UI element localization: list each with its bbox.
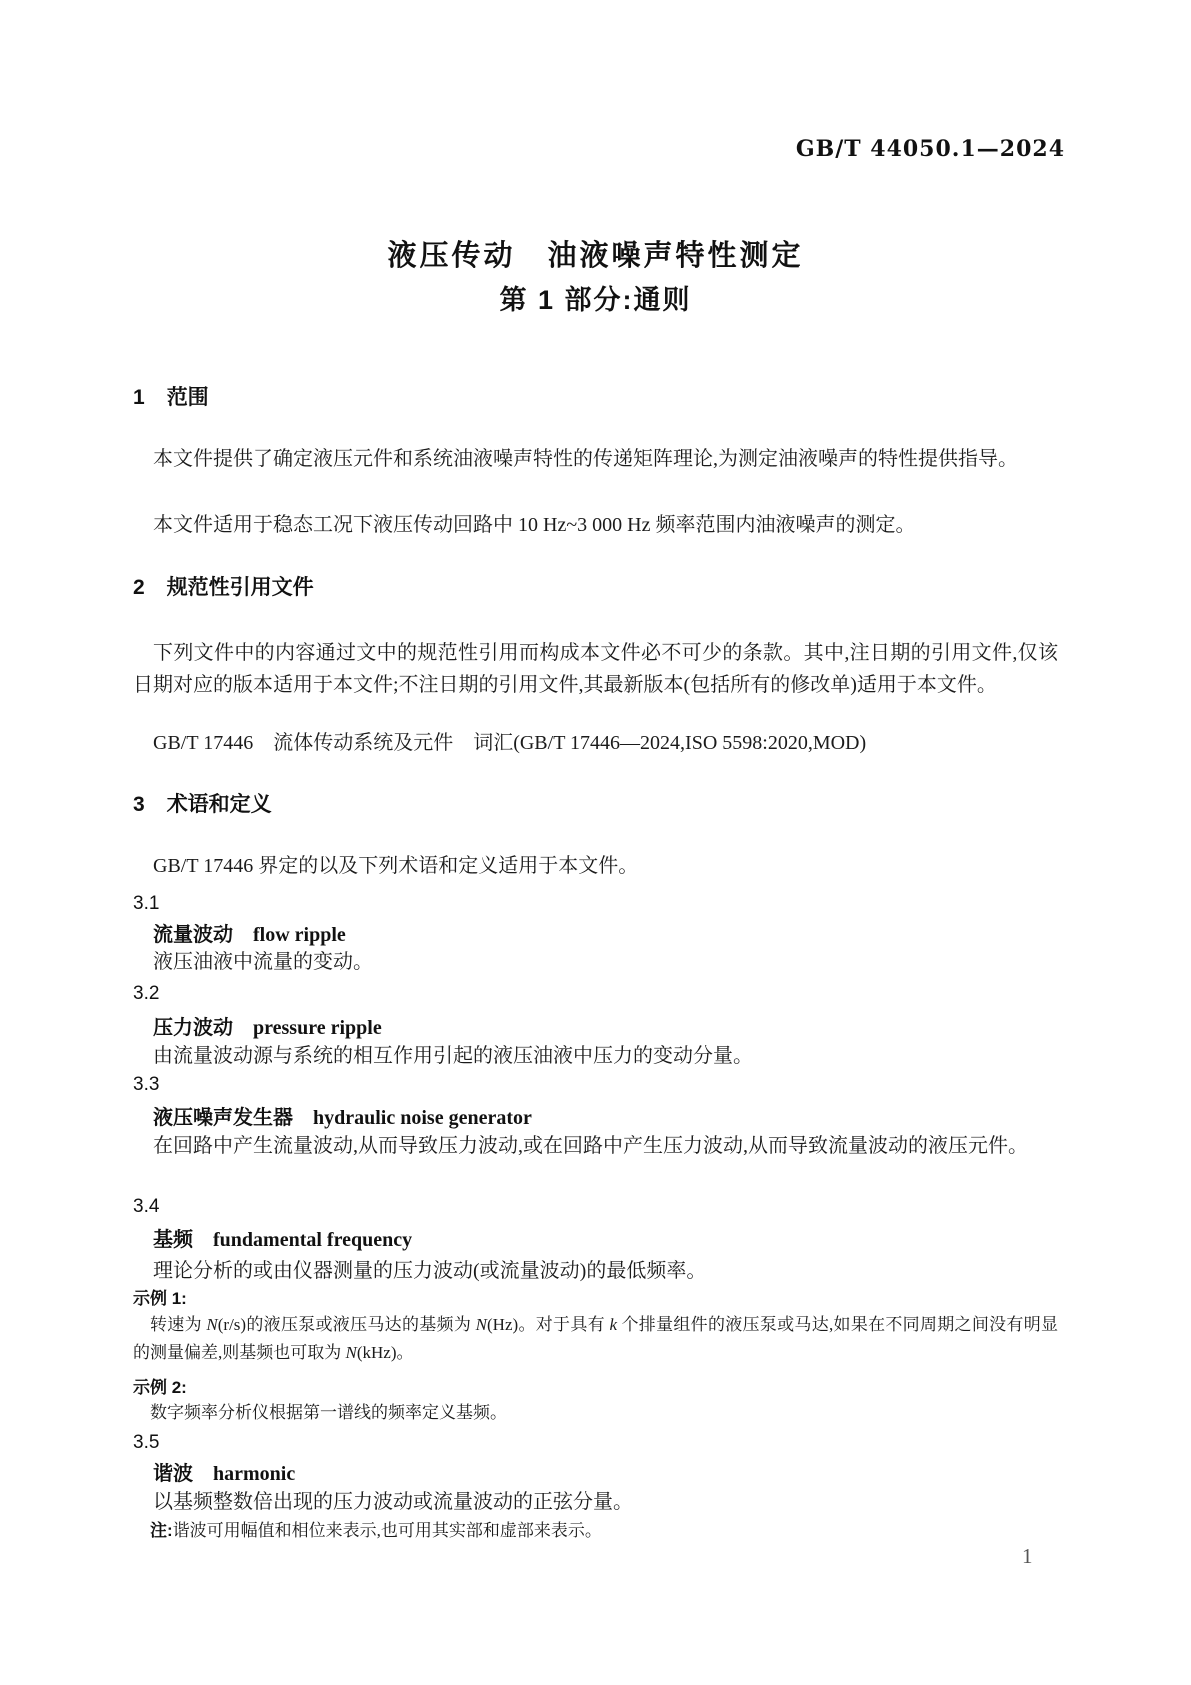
page-number: 1 [1022,1544,1033,1568]
example-1-var-4: N [345,1343,357,1362]
scope-heading-label: 范围 [166,386,209,409]
terms-intro: GB/T 17446 界定的以及下列术语和定义适用于本文件。 [153,855,639,877]
term-3-3-name [133,1103,1058,1133]
title-line-2: 第 1 部分:通则 [499,285,692,315]
doc-number: GB/T 44050.1—2024 [795,136,1065,162]
term-3-5-name [133,1459,1058,1489]
term-3-2-name-en: pressure ripple [253,1017,382,1039]
term-3-4-definition: 理论分析的或由仪器测量的压力波动(或流量波动)的最低频率。 [153,1260,707,1282]
example-1-seg-1: 转速为 [150,1315,207,1334]
terms-heading-number: 3 [133,793,145,816]
term-3-3-definition: 在回路中产生流量波动,从而导致压力波动,或在回路中产生压力波动,从而导致流量波动的液压元件。 [153,1135,1028,1157]
references-heading-number: 2 [133,576,145,599]
references-heading-label: 规范性引用文件 [166,576,314,599]
term-3-2-name-zh: 压力波动 [153,1017,233,1039]
term-3-3-number: 3.3 [133,1074,160,1095]
scope-heading-number: 1 [133,386,145,409]
scope-paragraph-1: 本文件提供了确定液压元件和系统油液噪声特性的传递矩阵理论,为测定油液噪声的特性提供指导。 [153,448,1018,470]
term-3-2-definition: 由流量波动源与系统的相互作用引起的液压油液中压力的变动分量。 [153,1045,753,1067]
example-1-seg-5: (kHz)。 [356,1343,414,1362]
term-3-1-number: 3.1 [133,893,160,914]
example-1-var-2: N [475,1315,488,1334]
example-1-var-1: N [206,1315,218,1334]
note-text: 谐波可用幅值和相位来表示,也可用其实部和虚部来表示。 [172,1521,602,1540]
term-3-4-number: 3.4 [133,1196,160,1217]
example-2-label: 示例 2: [133,1378,187,1397]
term-3-5-name-en: harmonic [213,1463,296,1485]
term-3-3-name-zh: 液压噪声发生器 [153,1107,293,1129]
term-3-5-number: 3.5 [133,1432,160,1453]
term-3-1-name-en: flow ripple [253,924,346,946]
term-3-4-name-zh: 基频 [153,1229,193,1251]
example-1-seg-3: (Hz)。对于具有 [487,1315,610,1334]
title-line-1: 液压传动 油液噪声特性测定 [387,240,804,272]
term-3-5-definition: 以基频整数倍出现的压力波动或流量波动的正弦分量。 [153,1491,633,1513]
references-heading [133,574,1058,602]
term-3-1-name-zh: 流量波动 [153,924,233,946]
term-3-2-number: 3.2 [133,983,160,1004]
example-1-seg-4: 个排量组件的液压泵或马达,如果在不同周期之间没有明显的测量偏差,则基频也可取为 [133,1315,1058,1362]
example-2-text: 数字频率分析仪根据第一谱线的频率定义基频。 [150,1403,507,1422]
term-3-5-name-zh: 谐波 [153,1463,193,1485]
note-label: 注: [150,1521,173,1540]
term-3-1-definition: 液压油液中流量的变动。 [153,951,373,973]
reference-item: GB/T 17446 流体传动系统及元件 词汇(GB/T 17446—2024,ISO 5598:2020,MOD) [153,732,867,754]
example-1-var-3: k [609,1315,617,1334]
term-3-5-note [133,1518,1058,1544]
term-3-3-name-en: hydraulic noise generator [313,1107,532,1129]
term-3-2-name [133,1013,1058,1043]
references-paragraph: 下列文件中的内容通过文中的规范性引用而构成本文件必不可少的条款。其中,注日期的引用文件,仅该日期对应的版本适用于本文件;不注日期的引用文件,其最新版本(包括所有的修改单)适用于本文件。 [133,642,1058,696]
example-1-text [133,1311,1058,1367]
terms-heading [133,791,1058,819]
scope-heading [133,384,1058,412]
scope-paragraph-2: 本文件适用于稳态工况下液压传动回路中 10 Hz~3 000 Hz 频率范围内油液噪声的测定。 [153,514,916,536]
example-1-seg-2: (r/s)的液压泵或液压马达的基频为 [217,1315,476,1334]
term-3-4-name [133,1225,1058,1255]
terms-heading-label: 术语和定义 [166,793,272,816]
example-1-label: 示例 1: [133,1289,187,1308]
term-3-4-name-en: fundamental frequency [213,1229,413,1251]
